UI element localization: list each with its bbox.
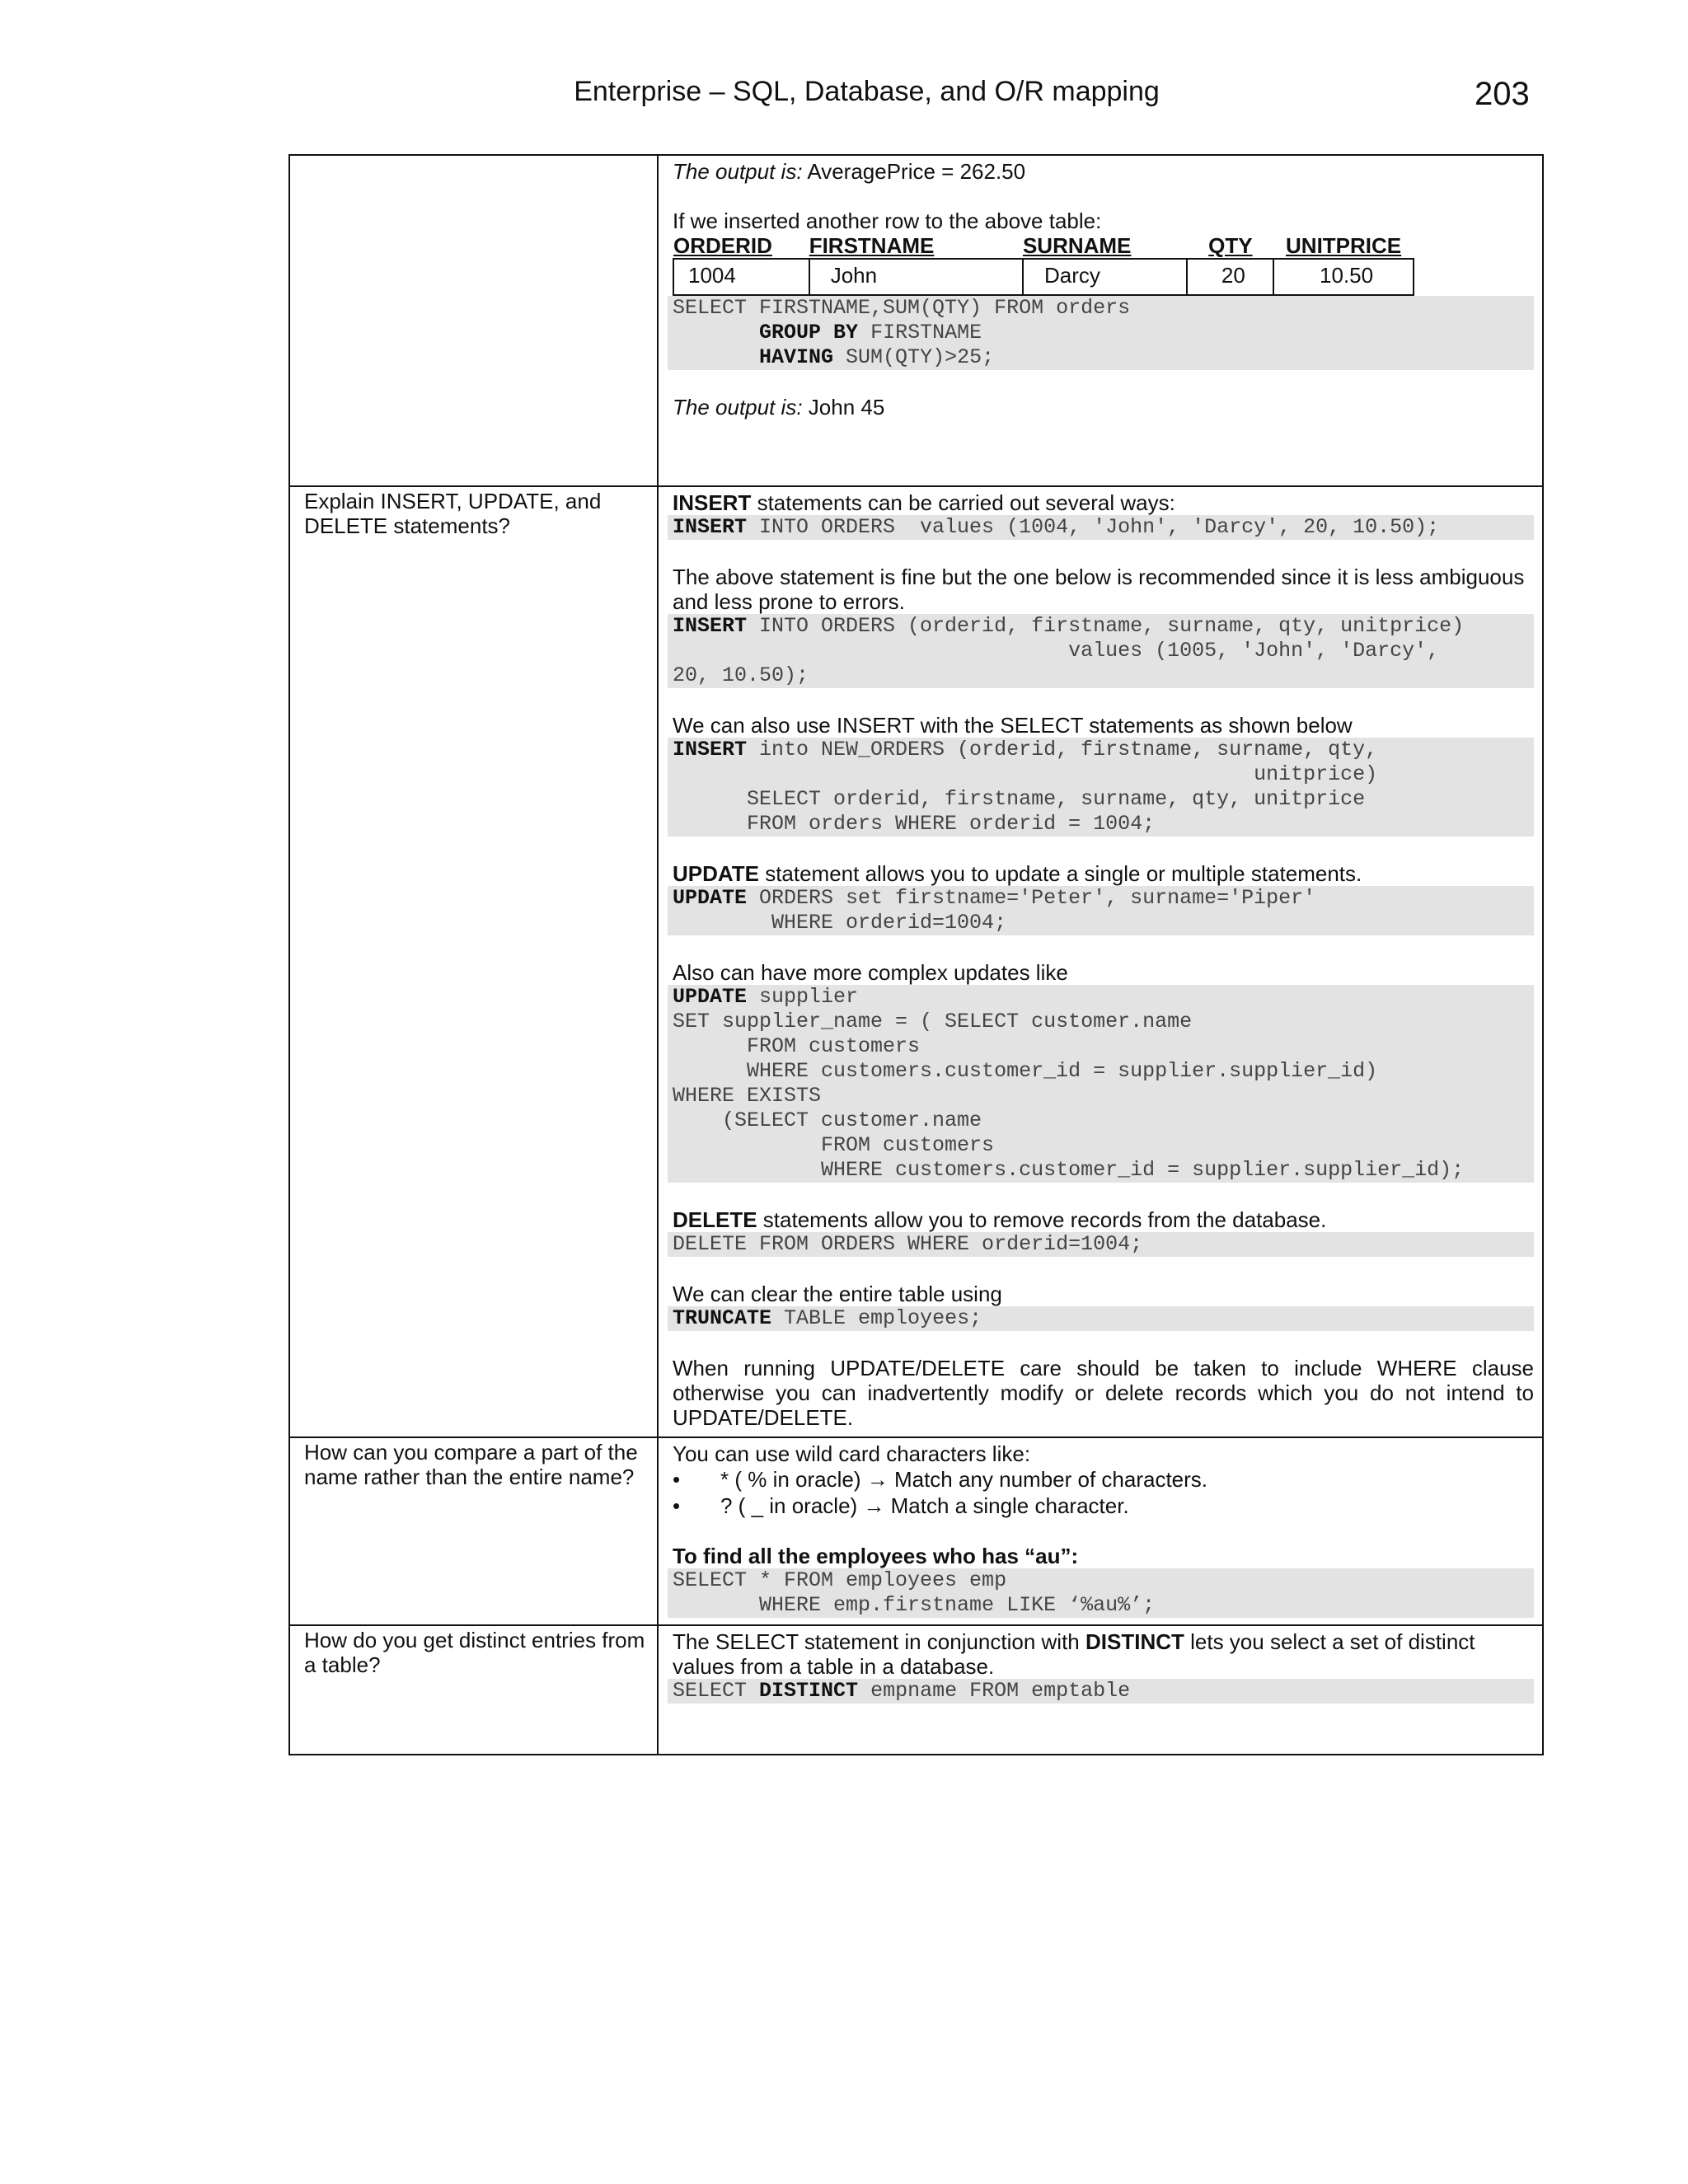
keyword: DELETE [673, 1207, 757, 1232]
column-header: UNITPRICE [1286, 233, 1402, 258]
code-line: FROM orders WHERE orderid = 1004; [673, 812, 1156, 836]
question-cell [289, 1437, 658, 1625]
subheading: To find all the employees who has “au”: [673, 1544, 1079, 1568]
code-line: INTO ORDERS (orderid, firstname, surname, qty, unitprice) [747, 614, 1465, 638]
code-keyword: HAVING [759, 345, 834, 369]
paragraph [673, 1629, 1534, 1679]
output-value: John 45 [802, 395, 885, 419]
bullet-list [673, 1466, 1534, 1519]
paragraph: We can also use INSERT with the SELECT statements as shown below [673, 713, 1353, 738]
code-line: WHERE orderid=1004; [673, 911, 1007, 935]
column-header: SURNAME [1022, 233, 1132, 258]
paragraph: The above statement is fine but the one below is recommended since it is less ambiguous and less prone to errors. [673, 565, 1525, 614]
code-block [668, 985, 1534, 1183]
orders-example-table [673, 233, 1414, 296]
code-line: DELETE FROM ORDERS WHERE orderid=1004; [673, 1232, 1143, 1256]
code-line: values (1005, 'John', 'Darcy', [673, 639, 1440, 663]
qa-table [288, 154, 1544, 1755]
code-block [668, 1306, 1534, 1331]
output-value: AveragePrice = 262.50 [802, 159, 1026, 184]
output-label: The output is: [673, 395, 803, 419]
text: statement allows you to update a single or multiple statements. [758, 861, 1362, 886]
output-line [673, 395, 1534, 419]
code-block [668, 296, 1534, 370]
table-cell: Darcy [1023, 259, 1188, 295]
paragraph: You can use wild card characters like: [673, 1441, 1031, 1466]
text: lets you select a set of distinct values from a table in a database. [673, 1629, 1475, 1679]
code-line: FIRSTNAME [858, 321, 982, 344]
page-number: 203 [1475, 76, 1530, 112]
text: statements allow you to remove records from the database. [757, 1207, 1327, 1232]
keyword: DISTINCT [1085, 1629, 1184, 1654]
output-line [673, 159, 1534, 184]
code-block [668, 1232, 1534, 1257]
page-header-title: Enterprise – SQL, Database, and O/R mapping [574, 76, 1160, 107]
question-cell [289, 486, 658, 1437]
code-block [668, 515, 1534, 540]
paragraph: Also can have more complex updates like [673, 960, 1068, 985]
code-line: unitprice) [673, 762, 1378, 786]
code-keyword: UPDATE [673, 985, 748, 1009]
paragraph: When running UPDATE/DELETE care should be taken to include WHERE clause otherwise you can inadvertently modify or delete records which you do not intend to UPDATE/DELETE. [673, 1356, 1534, 1430]
orders-data-row [673, 259, 1414, 295]
answer-cell [658, 486, 1543, 1437]
question-text: Explain INSERT, UPDATE, and DELETE statements? [304, 489, 602, 538]
keyword: UPDATE [673, 861, 759, 886]
paragraph [673, 861, 1534, 886]
qa-row [289, 1437, 1543, 1625]
code-line: (SELECT customer.name [673, 1108, 982, 1132]
code-line: SELECT [673, 1679, 760, 1703]
answer-cell [658, 155, 1543, 486]
code-block [668, 886, 1534, 935]
question-cell [289, 155, 658, 486]
paragraph: If we inserted another row to the above table: [673, 209, 1102, 233]
code-line: INTO ORDERS values (1004, 'John', 'Darcy', 20, 10.50); [747, 515, 1440, 539]
column-header: QTY [1208, 233, 1253, 258]
code-keyword: INSERT [673, 515, 748, 539]
code-line: empname FROM emptable [858, 1679, 1131, 1703]
code-line: WHERE emp.firstname LIKE ‘%au%’; [673, 1593, 1156, 1617]
code-line: SELECT FIRSTNAME,SUM(QTY) FROM orders [673, 296, 1131, 320]
code-block [668, 614, 1534, 688]
orders-header-row [673, 233, 1414, 259]
list-item: • ? ( _ in oracle) → Match a single character. [673, 1493, 1534, 1519]
list-item: • * ( % in oracle) → Match any number of characters. [673, 1466, 1534, 1493]
code-block [668, 1568, 1534, 1618]
column-header: FIRSTNAME [809, 233, 935, 258]
code-line: WHERE EXISTS [673, 1084, 822, 1108]
code-keyword: INSERT [673, 738, 748, 762]
code-line: SUM(QTY)>25; [833, 345, 995, 369]
code-block [668, 738, 1534, 837]
table-cell: 10.50 [1273, 259, 1414, 295]
code-keyword: GROUP BY [759, 321, 859, 344]
question-text: How do you get distinct entries from a table? [304, 1628, 645, 1677]
code-line: SELECT * FROM employees emp [673, 1568, 1007, 1592]
answer-cell [658, 1437, 1543, 1625]
answer-cell [658, 1625, 1543, 1755]
code-line: into NEW_ORDERS (orderid, firstname, surname, qty, [747, 738, 1378, 762]
text: The SELECT statement in conjunction with [673, 1629, 1085, 1654]
column-header: ORDERID [673, 233, 772, 258]
code-line: 20, 10.50); [673, 663, 809, 687]
code-line: supplier [747, 985, 859, 1009]
code-line: SELECT orderid, firstname, surname, qty, unitprice [673, 787, 1366, 811]
output-label: The output is: [673, 159, 803, 184]
qa-row [289, 486, 1543, 1437]
table-cell: 1004 [673, 259, 809, 295]
qa-row [289, 155, 1543, 486]
code-line: FROM customers [673, 1034, 921, 1058]
code-line: TABLE employees; [771, 1306, 982, 1330]
code-line: ORDERS set firstname='Peter', surname='Piper' [747, 886, 1316, 910]
table-cell: 20 [1187, 259, 1273, 295]
code-line: WHERE customers.customer_id = supplier.supplier_id); [673, 1158, 1465, 1182]
code-keyword: TRUNCATE [673, 1306, 772, 1330]
paragraph: We can clear the entire table using [673, 1282, 1002, 1306]
code-keyword: UPDATE [673, 886, 748, 910]
question-cell [289, 1625, 658, 1755]
paragraph [673, 490, 1534, 515]
paragraph [673, 1207, 1534, 1232]
table-cell: John [809, 259, 1023, 295]
code-keyword: INSERT [673, 614, 748, 638]
code-line: SET supplier_name = ( SELECT customer.name [673, 1010, 1193, 1033]
code-line: FROM customers [673, 1133, 995, 1157]
question-text: How can you compare a part of the name rather than the entire name? [304, 1440, 638, 1489]
code-block [668, 1679, 1534, 1704]
keyword: INSERT [673, 490, 752, 515]
code-keyword: DISTINCT [759, 1679, 859, 1703]
code-line: WHERE customers.customer_id = supplier.supplier_id) [673, 1059, 1378, 1083]
qa-row [289, 1625, 1543, 1755]
text: statements can be carried out several ways: [751, 490, 1175, 515]
